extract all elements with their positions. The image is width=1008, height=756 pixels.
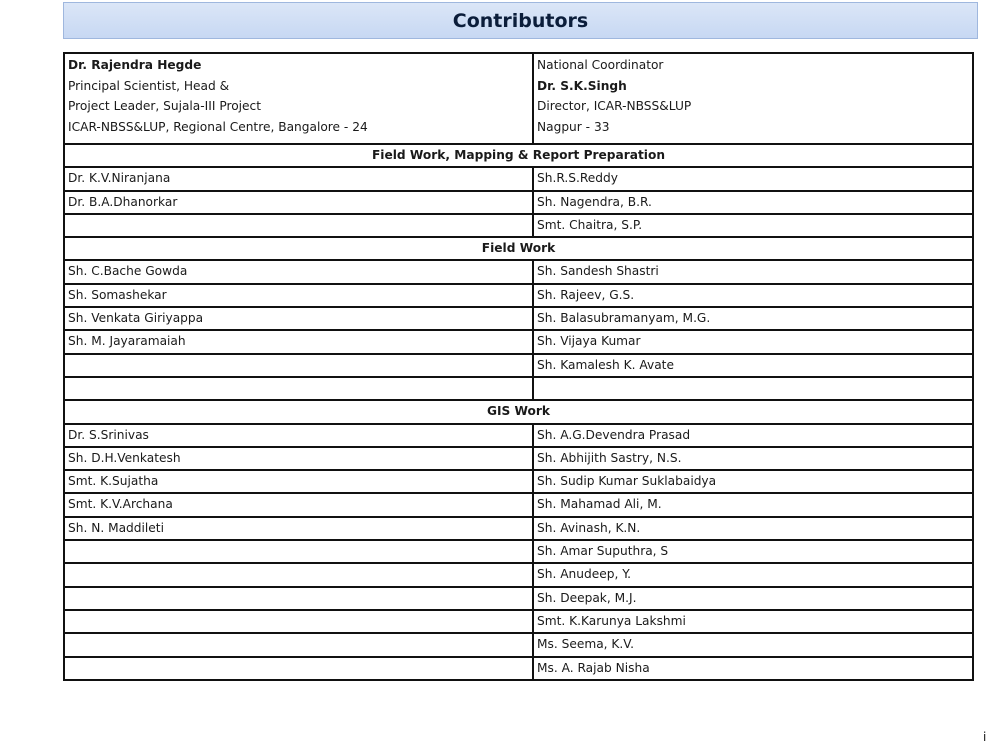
contributor-right: Sh. Amar Suputhra, S — [533, 540, 973, 563]
header-row — [64, 53, 973, 144]
contributor-left: Smt. K.Sujatha — [64, 470, 533, 493]
table-row — [64, 563, 973, 586]
contributor-right: Sh. Sudip Kumar Suklabaidya — [533, 470, 973, 493]
contributor-right — [533, 377, 973, 400]
table-row — [64, 307, 973, 330]
section-heading-gis-work: GIS Work — [64, 400, 973, 423]
contributor-right: Ms. A. Rajab Nisha — [533, 657, 973, 680]
contributor-left — [64, 214, 533, 237]
contributor-right: Sh. Nagendra, B.R. — [533, 191, 973, 214]
section-heading-row — [64, 144, 973, 167]
table-row — [64, 657, 973, 680]
contributor-left: Sh. Venkata Giriyappa — [64, 307, 533, 330]
section-heading-field-work-mapping: Field Work, Mapping & Report Preparation — [64, 144, 973, 167]
contributor-left: Sh. M. Jayaramaiah — [64, 330, 533, 353]
contributor-left: Dr. S.Srinivas — [64, 424, 533, 447]
page-number: i — [983, 730, 987, 744]
contributor-left: Sh. D.H.Venkatesh — [64, 447, 533, 470]
leader-project: Project Leader, Sujala-III Project — [68, 99, 262, 114]
table-row — [64, 610, 973, 633]
contributor-left — [64, 657, 533, 680]
section-heading-field-work: Field Work — [64, 237, 973, 260]
coordinator-designation: Director, ICAR-NBSS&LUP — [537, 99, 692, 114]
table-row — [64, 167, 973, 190]
contributor-right: Sh. Kamalesh K. Avate — [533, 354, 973, 377]
table-row — [64, 493, 973, 516]
table-row — [64, 424, 973, 447]
leader-name: Dr. Rajendra Hegde — [68, 58, 202, 72]
contributor-left — [64, 587, 533, 610]
contributor-left: Smt. K.V.Archana — [64, 493, 533, 516]
contributor-right: Sh. Balasubramanyam, M.G. — [533, 307, 973, 330]
project-leader-cell — [64, 53, 533, 144]
contributor-left: Dr. B.A.Dhanorkar — [64, 191, 533, 214]
table-row — [64, 330, 973, 353]
table-row — [64, 470, 973, 493]
leader-institute: ICAR-NBSS&LUP, Regional Centre, Bangalore - 24 — [68, 120, 368, 135]
contributor-left: Dr. K.V.Niranjana — [64, 167, 533, 190]
contributor-right: Sh. Sandesh Shastri — [533, 260, 973, 283]
table-row — [64, 354, 973, 377]
table-row — [64, 517, 973, 540]
contributor-right: Sh. Vijaya Kumar — [533, 330, 973, 353]
contributor-left — [64, 354, 533, 377]
coordinator-role: National Coordinator — [537, 58, 664, 72]
contributor-right: Ms. Seema, K.V. — [533, 633, 973, 656]
contributor-left: Sh. C.Bache Gowda — [64, 260, 533, 283]
contributor-right: Smt. Chaitra, S.P. — [533, 214, 973, 237]
table-row — [64, 587, 973, 610]
contributor-left: Sh. Somashekar — [64, 284, 533, 307]
table-row — [64, 540, 973, 563]
contributor-right: Sh. Abhijith Sastry, N.S. — [533, 447, 973, 470]
table-row — [64, 191, 973, 214]
contributor-left — [64, 377, 533, 400]
contributor-right: Sh. Rajeev, G.S. — [533, 284, 973, 307]
contributor-left — [64, 610, 533, 633]
contributor-left — [64, 540, 533, 563]
table-row — [64, 377, 973, 400]
contributor-right: Smt. K.Karunya Lakshmi — [533, 610, 973, 633]
coordinator-name: Dr. S.K.Singh — [537, 78, 627, 93]
contributor-right: Sh. Avinash, K.N. — [533, 517, 973, 540]
contributor-right: Sh. Deepak, M.J. — [533, 587, 973, 610]
table-row — [64, 214, 973, 237]
contributor-left — [64, 633, 533, 656]
page-title: Contributors — [63, 2, 978, 39]
national-coordinator-cell — [533, 53, 973, 144]
contributor-right: Sh. Mahamad Ali, M. — [533, 493, 973, 516]
contributor-right: Sh. A.G.Devendra Prasad — [533, 424, 973, 447]
table-row — [64, 447, 973, 470]
section-heading-row — [64, 400, 973, 423]
section-heading-row — [64, 237, 973, 260]
contributor-left — [64, 563, 533, 586]
table-row — [64, 633, 973, 656]
contributor-right: Sh. Anudeep, Y. — [533, 563, 973, 586]
contributors-table — [63, 52, 974, 681]
contributor-left: Sh. N. Maddileti — [64, 517, 533, 540]
leader-designation: Principal Scientist, Head & — [68, 78, 230, 93]
table-row — [64, 260, 973, 283]
table-row — [64, 284, 973, 307]
coordinator-location: Nagpur - 33 — [537, 120, 610, 135]
contributor-right: Sh.R.S.Reddy — [533, 167, 973, 190]
